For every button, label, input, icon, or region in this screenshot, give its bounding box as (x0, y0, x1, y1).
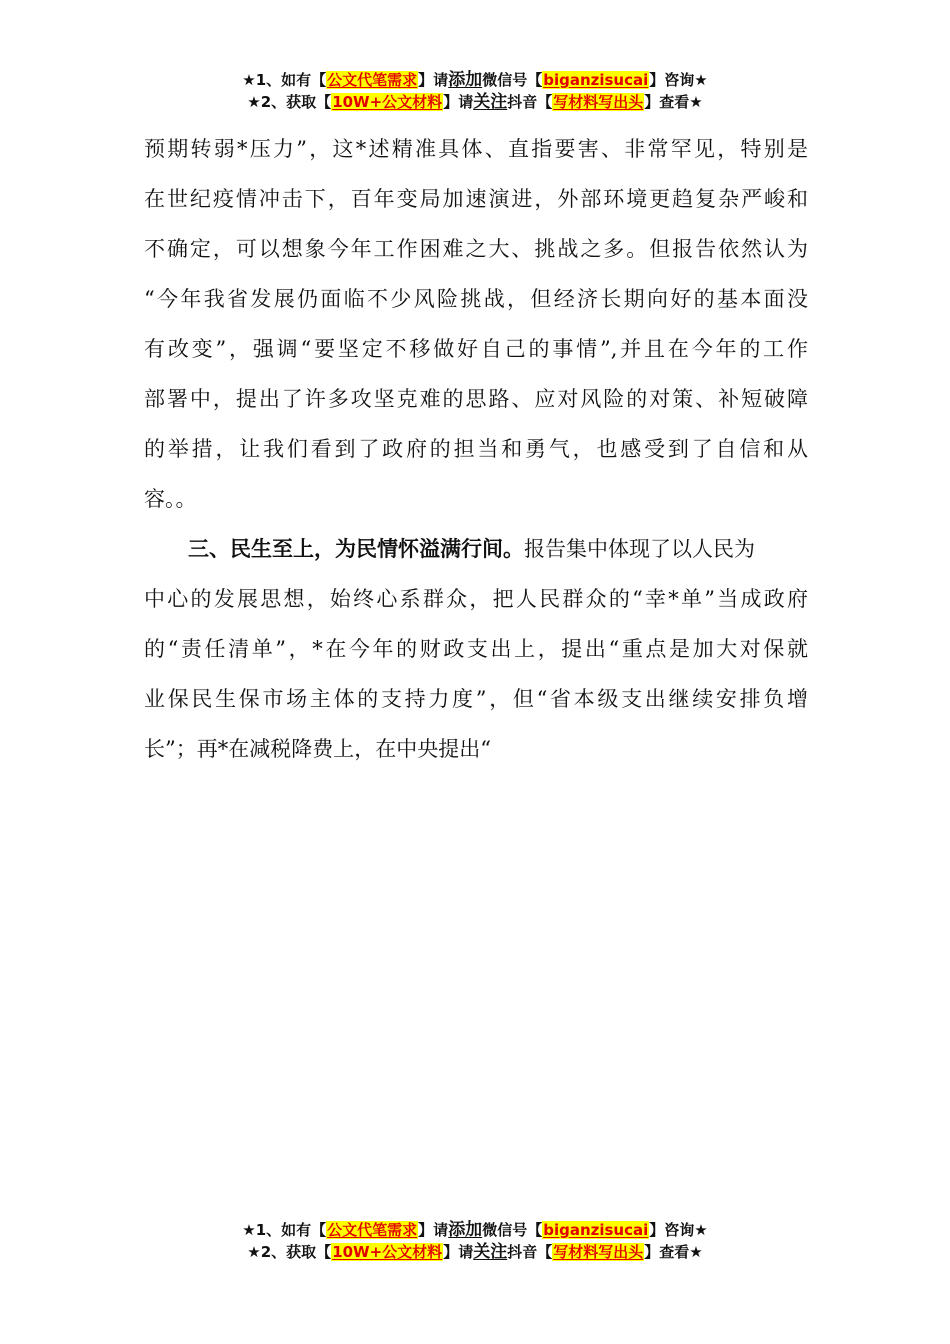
banner-emphasis: 关注 (473, 1242, 508, 1262)
banner-text: ★2、获取【 (247, 1243, 332, 1261)
banner-highlight: 10W+公文材料 (332, 93, 443, 111)
banner-highlight: 公文代笔需求 (327, 71, 418, 89)
body-line: 有改变”，强调“要坚定不移做好自己的事情”,并且在今年的工作 (144, 337, 808, 361)
header-banner (0, 69, 950, 113)
body-line: 的举措，让我们看到了政府的担当和勇气，也感受到了自信和从 (144, 437, 808, 461)
banner-text: ★2、获取【 (247, 93, 332, 111)
body-line: 容。。 (144, 487, 197, 511)
banner-emphasis: 关注 (473, 92, 508, 112)
section-3-text: 报告集中体现了以人民为 (524, 537, 755, 561)
banner-text: 】查看★ (644, 1243, 703, 1261)
banner-text: 微信号【 (482, 71, 543, 89)
section-3-line: 长”；再*在减税降费上，在中央提出“ (144, 737, 491, 761)
banner-line-2 (0, 1241, 950, 1263)
body-line: 在世纪疫情冲击下，百年变局加速演进，外部环境更趋复杂严峻和 (144, 187, 808, 211)
banner-emphasis: 添加 (448, 70, 483, 90)
banner-text: 微信号【 (482, 1221, 543, 1239)
body-line: 不确定，可以想象今年工作困难之大、挑战之多。但报告依然认为 (144, 237, 808, 261)
banner-line-1 (0, 1219, 950, 1241)
section-3-line: 的“责任清单”，*在今年的财政支出上，提出“重点是加大对保就 (144, 637, 808, 661)
banner-line-1 (0, 69, 950, 91)
section-3-line: 业保民生保市场主体的支持力度”，但“省本级支出继续安排负增 (144, 687, 808, 711)
banner-highlight: 公文代笔需求 (327, 1221, 418, 1239)
banner-wechat-id: biganzisucai (543, 71, 649, 89)
body-line: 预期转弱*压力”，这*述精准具体、直指要害、非常罕见，特别是 (144, 137, 808, 161)
banner-line-2 (0, 91, 950, 113)
banner-text: ★1、如有【 (242, 71, 327, 89)
banner-text: 】请 (443, 93, 474, 111)
banner-text: 抖音【 (507, 1243, 553, 1261)
body-line: “今年我省发展仍面临不少风险挑战，但经济长期向好的基本面没 (144, 287, 808, 311)
banner-wechat-id: biganzisucai (543, 1221, 649, 1239)
banner-text: 】请 (418, 1221, 449, 1239)
banner-text: 抖音【 (507, 93, 553, 111)
banner-douyin-id: 写材料写出头 (553, 93, 644, 111)
banner-text: 】请 (418, 71, 449, 89)
body-line: 部署中，提出了许多攻坚克难的思路、应对风险的对策、补短破障 (144, 387, 808, 411)
footer-banner (0, 1219, 950, 1263)
banner-text: ★1、如有【 (242, 1221, 327, 1239)
banner-emphasis: 添加 (448, 1220, 483, 1240)
banner-text: 】查看★ (644, 93, 703, 111)
banner-douyin-id: 写材料写出头 (553, 1243, 644, 1261)
section-3-first-line (144, 524, 808, 574)
section-3-heading: 三、民生至上，为民情怀溢满行间。 (188, 536, 524, 561)
banner-text: 】咨询★ (649, 71, 708, 89)
banner-text: 】咨询★ (649, 1221, 708, 1239)
banner-highlight: 10W+公文材料 (332, 1243, 443, 1261)
document-body (144, 124, 808, 774)
section-3-line: 中心的发展思想，始终心系群众，把人民群众的“幸*单”当成政府 (144, 587, 808, 611)
banner-text: 】请 (443, 1243, 474, 1261)
